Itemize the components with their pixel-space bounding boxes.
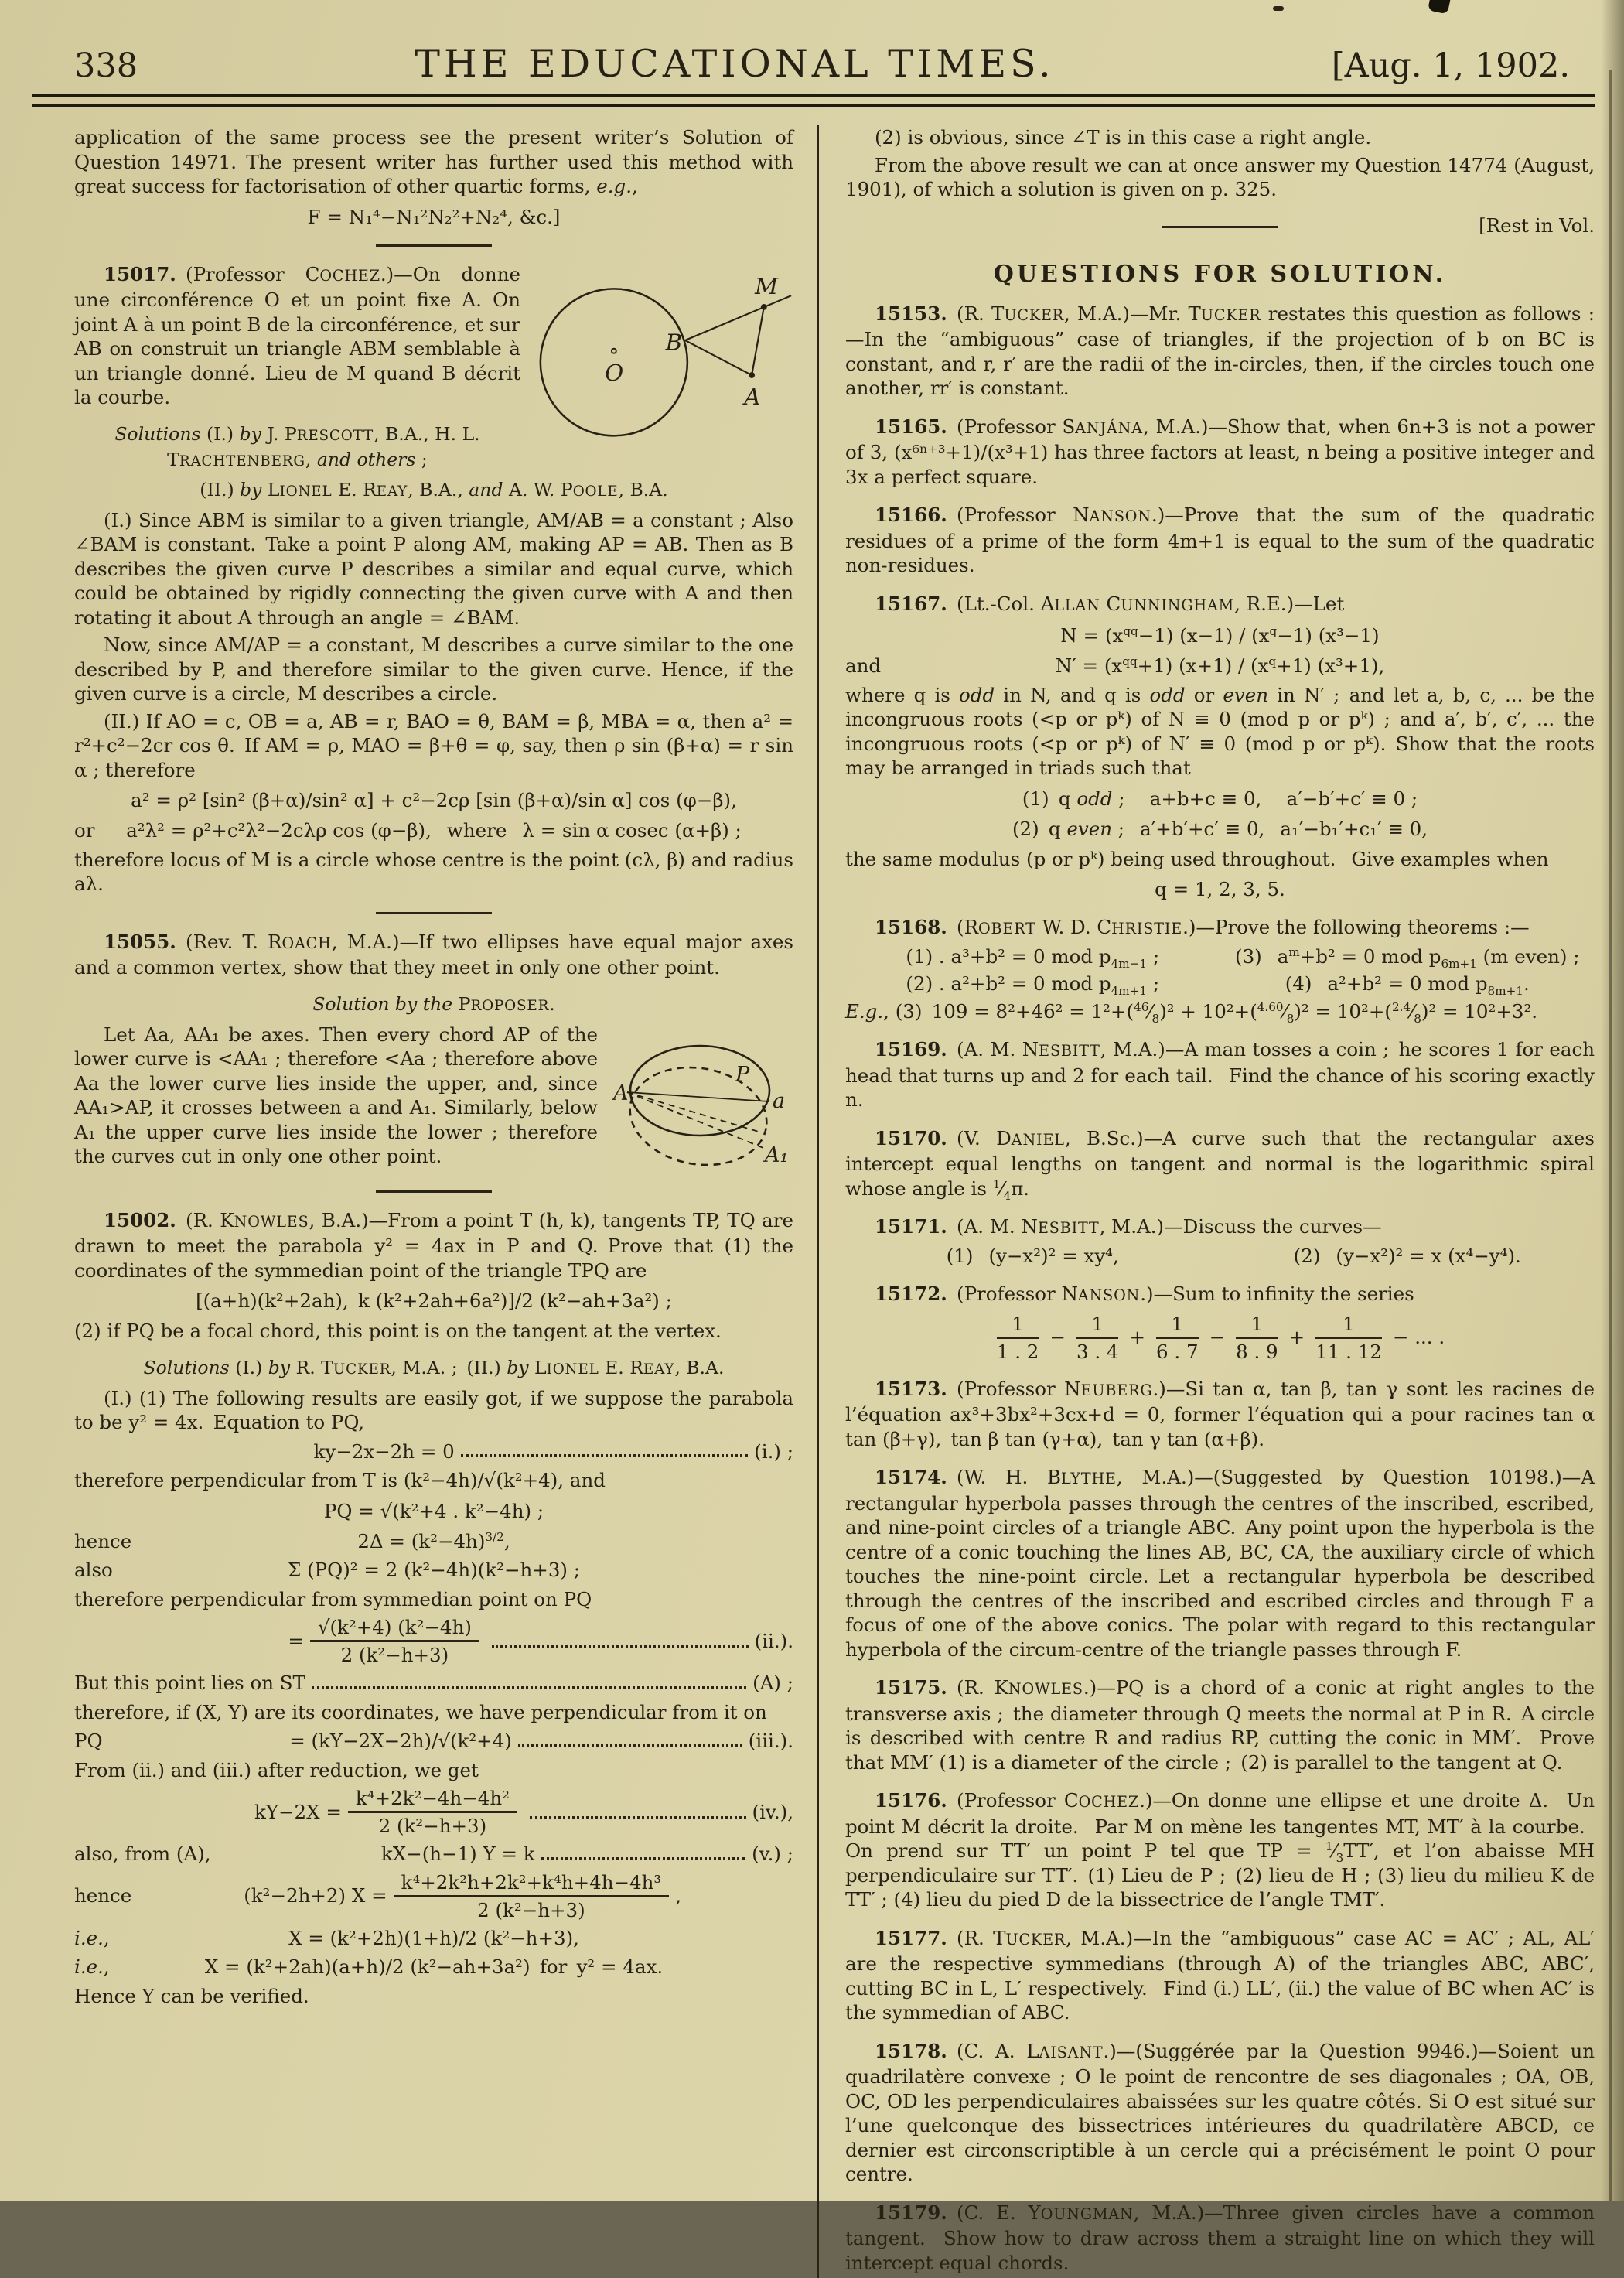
equation-or-lambda — [74, 818, 793, 843]
equation-hence — [244, 1871, 681, 1921]
series-operator: + — [1288, 1326, 1305, 1349]
solution-15002-paragraph-3: therefore perpendicular from symmedian point on PQ — [74, 1587, 592, 1610]
question-15177-text: 15177. (R. TUCKER, M.A.)—In the “ambiguous” case AC = AC′ ; AL, AL′ are the respective symmedians (through A) of the triangles ABC, ABC′, cutting BC in L, L′ respectively. Find (i.) LL′, (ii.) the value of BC when AC′ is the symmedian of ABC. — [845, 1926, 1595, 2024]
equation-v: kX−(h−1) Y = k — [380, 1843, 535, 1865]
question-15173 — [845, 1377, 1595, 1452]
equation-iii-lhs: PQ — [74, 1730, 103, 1752]
equation-symmedian-point: [(a+h)(k²+2ah), k (k²+2ah+6a²)]/2 (k²−ah+3a²) ; — [196, 1289, 672, 1312]
fraction-denominator: 2 (k²−h+3) — [378, 1815, 487, 1837]
solution-15017-paragraph-2: Now, since AM/AP = a constant, M describes a curve similar to the one described by P, and therefore similar to the given curve. Hence, if the given curve is a circle, M describes a circle. — [74, 634, 793, 705]
question-15174-text: 15174. (W. H. BLYTHE, M.A.)—(Suggested by Question 10198.)—A rectangular hyperbola passes through the centres of the inscribed, escribed, and nine-point circles of a triangle ABC. Any point upon the hyperbola is the centre of a conic touching the lines AB, BC, CA, the auxiliary circle of which touches the nine-point circle. Let a rectangular hyperbola be described through the centres of the inscribed and escribed circles and through F a focus of one of the above conics. The polar with regard to this rectangular hyperbola of the circum-centre of the triangle passes through F. — [845, 1466, 1595, 1661]
question-15178-text: 15178. (C. A. LAISANT.)—(Suggérée par la Question 9946.)—Soient un quadrilatère convexe ; O le point de rencontre de ses diagonales ; OA, OB, OC, OD les perpendiculaires abaissées sur les quatre côtés. Si O est situé sur l’une quelconque des bissectrices intérieures du quadrilatère ABCD, ce dernier est circonscriptible à un cercle qui a précisément le point O pour centre. — [845, 2039, 1595, 2185]
theorems-row-1 — [845, 944, 1595, 969]
equation-ie2-row — [74, 1955, 793, 1979]
solution-15002-paragraph-5: From (ii.) and (iii.) after reduction, we get — [74, 1758, 479, 1781]
question-15175-text: 15175. (R. KNOWLES.)—PQ is a chord of a conic at right angles to the transverse axis ; the diameter through Q meets the normal at P in R. A circle is described with centre R and radius RP, cutting the conic in MM′. Prove that MM′ (1) is a diameter of the circle ; (2) is parallel to the tangent at Q. — [845, 1676, 1595, 1774]
label-p: P — [735, 1062, 750, 1087]
question-15002-text: 15002. (R. KNOWLES, B.A.)—From a point T (h, k), tangents TP, TQ are drawn to meet the parabola y² = 4ax in P and Q. Prove that (1) the coordinates of the symmedian point of the triangle TPQ are — [74, 1208, 794, 1282]
question-15153-text: 15153. (R. TUCKER, M.A.)—Mr. TUCKER restates this question as follows :—In the “ambiguous” case of triangles, if the projection of b on BC is constant, and r, r′ are the radii of the in-circles, then, if the circles touch one another, rr′ is constant. — [845, 302, 1595, 399]
fraction-numerator: √(k²+4) (k²−4h) — [310, 1616, 479, 1642]
equation-ie2: X = (k²+2ah)(a+h)/2 (k²−ah+3a²) for y² = 4ax. — [204, 1955, 664, 1978]
question-15017 — [74, 262, 793, 410]
triad-condition-2: (2) q even ; a′+b′+c′ ≡ 0, a₁′−b₁′+c₁′ ≡ 0, — [1012, 817, 1428, 840]
dot-leader — [530, 1816, 746, 1819]
solutions-attribution-15002: Solutions (I.) by R. TUCKER, M.A. ; (II.) by LIONEL E. REAY, B.A. — [143, 1356, 725, 1378]
equation-n-prime: $N' = (x^{qq}+1)$ $(x+1) / (x^q+1)$ (x³+1), — [1055, 654, 1385, 677]
question-15169 — [845, 1037, 1595, 1112]
word-ie: i.e., — [74, 1955, 110, 1978]
series-term-4: $\frac{1}{8 . 9}$ — [1236, 1312, 1278, 1363]
equation-ii-fraction — [310, 1616, 479, 1666]
figure-circle-locus — [534, 265, 793, 451]
equation-ii-equals: = — [288, 1629, 304, 1652]
question-15168 — [845, 915, 1595, 1026]
question-15002-part2: (2) if PQ be a focal chord, this point is on the tangent at the vertex. — [74, 1320, 722, 1342]
equation-hence-fraction — [394, 1871, 670, 1921]
solutions-attribution-15017-line2: (II.) by LIONEL E. REAY, B.A., and A. W. POOLE, B.A. — [200, 478, 668, 500]
right-column — [817, 125, 1595, 2278]
equation-a-squared: a² = ρ² [sin² (β+α)/sin² α] + c²−2cρ [sin (β+α)/sin α] cos (φ−β), — [131, 789, 737, 811]
label-a-small: a — [773, 1088, 786, 1113]
solution-15017-paragraph-3: (II.) If AO = c, OB = a, AB = r, BAO = θ, BAM = β, MBA = α, then a² = r²+c²−2cr cos θ. If AM = ρ, MAO = β+θ = φ, say, then ρ sin (β+α) = r sin α ; therefore — [74, 709, 793, 781]
solution-15055-text: Let Aa, AA₁ be axes. Then every chord AP of the lower curve is <AA₁ ; therefore <Aa ; therefore above Aa the lower curve lies inside the upper, and, since AA₁>AP, it crosses between a and A₁. Similarly, below A₁ the upper curve lies inside the lower ; therefore the curves cut in only one other point. — [74, 1023, 598, 1167]
equation-iii-row — [74, 1729, 793, 1754]
theorem-1: (1) . a³+b² = 0 mod $p_{4m-1}$ ; — [906, 944, 1160, 971]
equation-iv-fraction — [348, 1787, 517, 1837]
question-15173-text: 15173. (Professor NEUBERG.)—Si tan α, tan β, tan γ sont les racines de l’équation ax³+3bx²+3cx+d = 0, former l’équation qui a pour racines tan α tan (β+γ), tan β tan (γ+α), tan γ tan (α+β). — [845, 1377, 1595, 1450]
point-m — [761, 303, 767, 309]
question-15171-intro: 15171. (A. M. NESBITT, M.A.)—Discuss the curves— — [875, 1215, 1382, 1238]
solution-15017-paragraph-4: therefore locus of M is a circle whose centre is the point (cλ, β) and radius aλ. — [74, 848, 793, 895]
label-o: O — [605, 359, 624, 386]
label-a1: A₁ — [765, 1142, 789, 1167]
solution-attribution-15055: Solution by the PROPOSER. — [312, 992, 555, 1015]
equation-hence-row — [74, 1871, 793, 1921]
paragraph-answer-14774: From the above result we can at once answer my Question 14774 (August, 1901), of which a solution is given on p. 325. — [845, 153, 1595, 200]
chord-a-middle-dashed — [627, 1092, 759, 1132]
equation-i-label: (i.) ; — [754, 1440, 793, 1463]
equation-v-lhs: also, from (A), — [74, 1843, 211, 1865]
line-m-a — [752, 306, 764, 374]
page-number: 338 — [74, 46, 138, 85]
dot-leader — [541, 1857, 745, 1860]
point-a — [749, 372, 755, 378]
section-divider — [376, 244, 492, 247]
equation-v-label: (v.) ; — [752, 1843, 793, 1865]
centre-dot — [612, 348, 616, 353]
label-vertex-a: A — [613, 1081, 629, 1105]
question-15167 — [845, 592, 1595, 902]
question-15179-text: 15179. (C. E. YOUNGMAN, M.A.)—Three given circles have a common tangent. Show how to draw across them a straight line on which they will intercept equal chords. — [845, 2201, 1595, 2274]
fraction-numerator: k⁴+2k²h+2k²+k⁴h+4h−4h³ — [394, 1871, 670, 1897]
equation-i-row — [74, 1440, 793, 1464]
question-15171 — [845, 1214, 1595, 1268]
series-term-1: $\frac{1}{1 . 2}$ — [996, 1312, 1039, 1363]
series-operator: − — [1209, 1326, 1226, 1349]
equation-iv — [254, 1787, 524, 1837]
chord-a-to-a-small — [627, 1092, 769, 1101]
dot-leader — [518, 1744, 742, 1747]
equation-or-body: a²λ² = ρ²+c²λ²−2cλρ cos (φ−β), where λ = sin α cosec (α+β) ; — [126, 819, 742, 842]
question-15017-text: 15017. (Professor COCHEZ.)—On donne une circonférence O et un point fixe A. On joint A à un point B de la circonférence, et sur AB on construit un triangle ABM semblable à un triangle donné. Lieu de M quand B décrit la courbe. — [74, 262, 520, 408]
curve-1: (1) (y−x²)² = xy⁴, — [946, 1244, 1119, 1267]
triad-condition-1: (1) q odd ; a+b+c ≡ 0, a′−b′+c′ ≡ 0 ; — [1022, 787, 1418, 810]
question-15055-text: 15055. (Rev. T. ROACH, M.A.)—If two ellipses have equal major axes and a common vertex, show that they meet in only one other point. — [74, 930, 793, 978]
series-operator: + — [1129, 1326, 1146, 1349]
question-15168-example: E.g., (3) $109 = 8^2+46^2 = 1^2+(^{46}⁄_8)^2$ + $10^2+(^{4.60}⁄_8)^2$ = $10^2+(^{2.4}⁄_8)^2 = 10^2+3^2$. — [845, 999, 1538, 1026]
journal-title: THE EDUCATIONAL TIMES. — [415, 42, 1055, 86]
question-15167-modulus: the same modulus (p or pᵏ) being used throughout. Give examples when — [845, 847, 1549, 870]
stray-ink-mark — [1273, 6, 1284, 11]
question-15169-text: 15169. (A. M. NESBITT, M.A.)—A man tosses a coin ; he scores 1 for each head that turns up and 2 for each tail. Find the chance of his scoring exactly n. — [845, 1038, 1595, 1111]
equation-hence-tail: , — [675, 1884, 682, 1907]
theorem-3: (3) $a^m+b^2 = 0$ mod $p_{6m+1}$ (m even) ; — [1235, 944, 1580, 971]
equation-iii: = (kY−2X−2h)/√(k²+4) — [289, 1730, 512, 1752]
equation-iv-label: (iv.), — [752, 1800, 793, 1823]
question-15170 — [845, 1126, 1595, 1201]
section-divider — [376, 912, 492, 914]
question-15179 — [845, 2201, 1595, 2276]
word-and: and — [845, 654, 882, 677]
equation-or-word: or — [74, 819, 95, 842]
equation-sigma-row — [74, 1558, 793, 1583]
question-15167-roots: where q is odd in N, and q is odd or even in N′ ; and let a, b, c, ... be the incongruous roots (<p or pᵏ) of N ≡ 0 (mod p or pᵏ) ; and a′, b′, c′, ... the incongruous roots (<p or pᵏ) of N′ ≡ 0 (mod p or pᵏ). Show that the roots may be arranged in triads such that — [845, 683, 1595, 779]
equation-hence-lhs: (k²−2h+2) X = — [244, 1884, 387, 1907]
lower-ellipse-dashed — [623, 1057, 775, 1175]
curves-row — [845, 1244, 1595, 1269]
question-15177 — [845, 1926, 1595, 2025]
equation-n-prime-row — [845, 654, 1595, 678]
question-15170-text: 15170. (V. DANIEL, B.Sc.)—A curve such that the rectangular axes intercept equal lengths on tangent and normal is the logarithmic spiral whose angle is $^1⁄_4\pi$. — [845, 1126, 1595, 1203]
theorem-4: (4) a²+b² = 0 mod $p_{8m+1}$. — [1285, 972, 1530, 998]
equation-iv-lhs: kY−2X = — [254, 1800, 342, 1823]
equation-quartic-f: F = N₁⁴−N₁²N₂²+N₂⁴, &c.] — [307, 205, 561, 228]
question-15172-intro: 15172. (Professor NANSON.)—Sum to infinity the series — [875, 1282, 1414, 1305]
section-divider — [1162, 226, 1278, 228]
fraction-denominator: 2 (k²−h+3) — [477, 1898, 585, 1921]
question-15167-q-values: q = 1, 2, 3, 5. — [1155, 878, 1285, 900]
equation-iii-label: (iii.). — [748, 1730, 793, 1752]
rest-in-vol-label: [Rest in Vol. — [1479, 213, 1595, 237]
series-operator: − — [1049, 1326, 1066, 1349]
series-term-3: $\frac{1}{6 . 7}$ — [1156, 1312, 1199, 1363]
header-double-rule — [32, 94, 1595, 107]
questions-for-solution-heading: QUESTIONS FOR SOLUTION. — [993, 260, 1447, 288]
figure-circle-locus-svg — [534, 265, 793, 451]
label-a: A — [744, 383, 761, 410]
question-15165 — [845, 415, 1595, 490]
page-columns — [0, 107, 1624, 2278]
question-15168-intro: 15168. (ROBERT W. D. CHRISTIE.)—Prove the following theorems :— — [875, 916, 1530, 938]
equation-ii-row — [74, 1616, 793, 1666]
equation-sigma: Σ (PQ)² = 2 (k²−4h)(k²−h+3) ; — [287, 1559, 581, 1581]
question-15178 — [845, 2039, 1595, 2187]
fraction-denominator: 2 (k²−h+3) — [340, 1644, 449, 1666]
word-ie: i.e., — [74, 1926, 110, 1949]
section-divider — [376, 1190, 492, 1193]
page-edge-line — [1609, 70, 1612, 2201]
question-15167-intro: 15167. (Lt.-Col. ALLAN CUNNINGHAM, R.E.)—Let — [875, 592, 1345, 615]
solution-15017-paragraph-1: (I.) Since ABM is similar to a given triangle, AM/AB = a constant ; Also ∠BAM is constant. Take a point P along AM, making AP = AB. Then as B describes the given curve P describes a similar and equal curve, which could be obtained by rigidly connecting the given curve with A and then rotating it about A through an angle = ∠BAM. — [74, 508, 793, 629]
word-hence: hence — [74, 1884, 132, 1907]
figure-two-ellipses-svg — [612, 1026, 793, 1184]
equation-iv-row — [74, 1787, 793, 1837]
question-15172 — [845, 1282, 1595, 1363]
solution-15002-paragraph-2: therefore perpendicular from T is (k²−4h)/√(k²+4), and — [74, 1469, 606, 1491]
question-15176 — [845, 1788, 1595, 1912]
fraction-numerator: k⁴+2k²−4h−4h² — [348, 1787, 517, 1813]
equation-i: ky−2x−2h = 0 — [313, 1440, 455, 1463]
word-hence: hence — [74, 1529, 132, 1552]
equation-ie1-row — [74, 1926, 793, 1951]
equation-ie1: X = (k²+2h)(1+h)/2 (k²−h+3), — [288, 1926, 579, 1949]
equation-ii — [288, 1616, 486, 1666]
series-term-5: $\frac{1}{11 . 12}$ — [1315, 1312, 1382, 1363]
word-also: also — [74, 1559, 113, 1581]
series-term-2: $\frac{1}{3 . 4}$ — [1076, 1312, 1119, 1363]
question-15166-text: 15166. (Professor NANSON.)—Prove that the sum of the quadratic residues of a prime of the form 4m+1 is equal to the sum of the quadratic non-residues. — [845, 504, 1595, 576]
line-b-through-m — [685, 295, 791, 340]
solution-15002-paragraph-4: therefore, if (X, Y) are its coordinates, we have perpendicular from it on — [74, 1700, 767, 1723]
left-column — [74, 125, 817, 2278]
figure-two-ellipses — [612, 1026, 793, 1184]
equation-delta: $2\Delta = (k^2-4h)^{3/2}$, — [357, 1529, 510, 1552]
solutions-attribution-15017-line1: Solutions (I.) by J. PRESCOTT, B.A., H. L. TRACHTENBERG, and others ; — [114, 422, 480, 470]
equation-pq: PQ = √(k²+4 . k²−4h) ; — [323, 1499, 544, 1522]
page-header — [0, 0, 1624, 89]
label-b: B — [665, 329, 683, 356]
question-15002 — [74, 1208, 793, 1283]
line-on-st-label: (A) ; — [752, 1672, 793, 1694]
label-m: M — [755, 272, 779, 299]
continuation-paragraph: application of the same process see the present writer’s Solution of Question 14971. The present writer has further used this method with great success for factorisation of other quartic forms, e.g., — [74, 126, 793, 197]
dot-leader — [312, 1686, 746, 1689]
dot-leader — [461, 1454, 748, 1457]
equation-delta-row — [74, 1529, 793, 1554]
question-15165-text: 15165. (Professor SANJÁNA, M.A.)—Show that, when 6n+3 is not a power of 3, (x⁶ⁿ⁺³+1)/(x³+1) has three factors at least, n being a positive integer and 3x a perfect square. — [845, 415, 1595, 488]
rest-in-vol-row — [845, 214, 1595, 242]
question-15175 — [845, 1675, 1595, 1774]
question-15153 — [845, 302, 1595, 401]
equation-v-row — [74, 1842, 793, 1866]
curve-2: (2) (y−x²)² = x (x⁴−y⁴). — [1293, 1244, 1521, 1267]
question-15166 — [845, 503, 1595, 578]
solution-15002-paragraph-1: (I.) (1) The following results are easily got, if we suppose the parabola to be y² = 4x. Equation to PQ, — [74, 1386, 793, 1433]
question-15174 — [845, 1465, 1595, 1662]
line-b-a — [685, 340, 752, 374]
line-on-st-text: But this point lies on ST — [74, 1672, 305, 1694]
dot-leader — [492, 1645, 749, 1648]
equation-ii-label: (ii.). — [754, 1629, 793, 1652]
theorem-2: (2) . a²+b² = 0 mod $p_{4m+1}$ ; — [906, 972, 1160, 998]
theorems-row-2 — [845, 972, 1595, 996]
equation-n: $N = (x^{qq}-1)$ $(x-1) / (x^q-1)$ (x³−1) — [1060, 623, 1380, 647]
issue-date: [Aug. 1, 1902. — [1331, 46, 1570, 85]
solution-15055 — [74, 1023, 793, 1169]
solution-15002-paragraph-6: Hence Y can be verified. — [74, 1984, 309, 2007]
question-15176-text: 15176. (Professor COCHEZ.)—On donne une ellipse et une droite Δ. Un point M décrit la droite. Par M on mène les tangentes MT, MT′ à la courbe. On prend sur TT′ un point P tel que TP = $^1⁄_3TT'$, et l’on abaisse MH perpendiculaire sur TT′. (1) Lieu de P ; (2) lieu de H ; (3) lieu du milieu K de TT′ ; (4) lieu du pied D de la bissectrice de l’angle TMT′. — [845, 1789, 1595, 1911]
series-15172 — [845, 1313, 1595, 1363]
paragraph-obvious: (2) is obvious, since ∠T is in this case a right angle. — [875, 126, 1372, 149]
question-15055 — [74, 930, 793, 980]
line-on-st-row — [74, 1671, 793, 1696]
series-tail: − ... . — [1392, 1326, 1445, 1349]
